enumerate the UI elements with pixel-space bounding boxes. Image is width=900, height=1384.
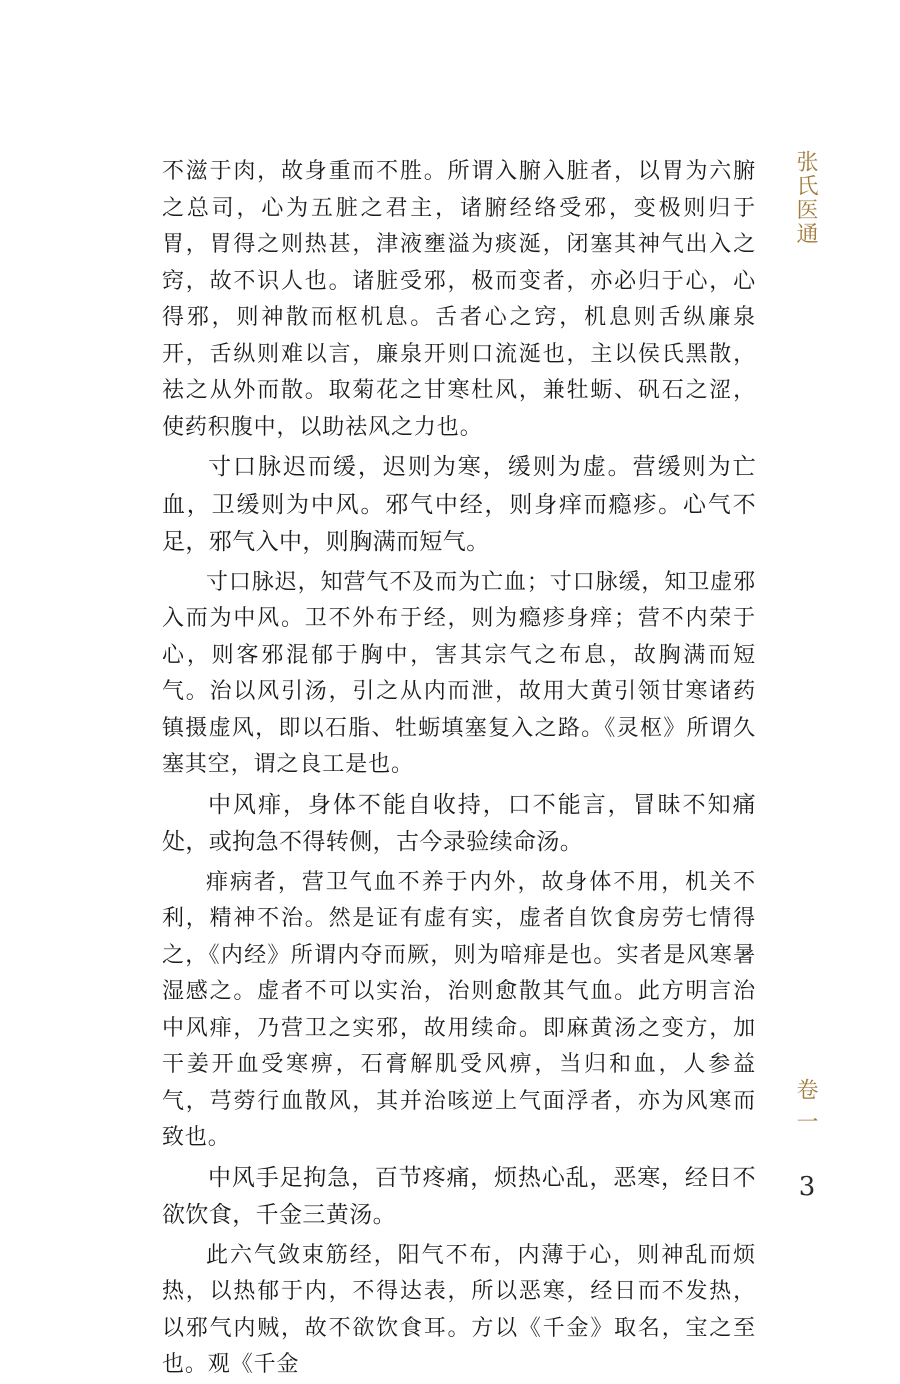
commentary-paragraph: 不滋于肉，故身重而不胜。所谓入腑入脏者，以胃为六腑之总司，心为五脏之君主，诸腑经络受邪，变极则归于胃，胃得之则热甚，津液壅溢为痰涎，闭塞其神气出入之窍，故不识人也。诸脏受邪，极而变者，亦必归于心，心得邪，则神散而枢机息。舌者心之窍，机息则舌纵廉泉开，舌纵则难以言，廉泉开则口流涎也，主以侯氏黑散，祛之从外而散。取菊花之甘寒杜风，兼牡蛎、矾石之涩，使药积腹中，以助祛风之力也。 — [162, 159, 756, 440]
canon-paragraph: 中风痱，身体不能自收持，口不能言，冒昧不知痛处，或拘急不得转侧，古今录验续命汤。 — [162, 791, 756, 855]
running-head: 张氏医通 — [793, 150, 818, 246]
canon-paragraph: 寸口脉迟而缓，迟则为寒，缓则为虚。营缓则为亡血，卫缓则为中风。邪气中经，则身痒而瘾疹。心气不足，邪气入中，则胸满而短气。 — [162, 454, 756, 555]
page-number: 3 — [798, 1172, 816, 1202]
commentary-paragraph: 此六气敛束筋经，阳气不布，内薄于心，则神乱而烦热，以热郁于内，不得达表，所以恶寒，经日而不发热，以邪气内贼，故不欲饮食耳。方以《千金》取名，宝之至也。观《千金 — [162, 1242, 756, 1377]
commentary-paragraph: 寸口脉迟，知营气不及而为亡血；寸口脉缓，知卫虚邪入而为中风。卫不外布于经，则为瘾疹身痒；营不内荣于心，则客邪混郁于胸中，害其宗气之布息，故胸满而短气。治以风引汤，引之从内而泄，故用大黄引领甘寒诸药镇摄虚风，即以石脂、牡蛎填塞复入之路。《灵枢》所谓久塞其空，谓之良工是也。 — [162, 569, 756, 777]
canon-paragraph: 中风手足拘急，百节疼痛，烦热心乱，恶寒，经日不欲饮食，千金三黄汤。 — [162, 1164, 756, 1228]
volume-label: 卷一 — [793, 1078, 818, 1142]
commentary-paragraph: 痱病者，营卫气血不养于内外，故身体不用，机关不利，精神不治。然是证有虚有实，虚者自饮食房劳七情得之，《内经》所谓内夺而厥，则为喑痱是也。实者是风寒暑湿感之。虚者不可以实治，治则愈散其气血。此方明言治中风痱，乃营卫之实邪，故用续命。即麻黄汤之变方，加干姜开血受寒痹，石膏解肌受风痹，当归和血，人参益气，芎䓖行血散风，其并治咳逆上气面浮者，亦为风寒而致也。 — [162, 869, 756, 1150]
body-text — [162, 154, 756, 1384]
